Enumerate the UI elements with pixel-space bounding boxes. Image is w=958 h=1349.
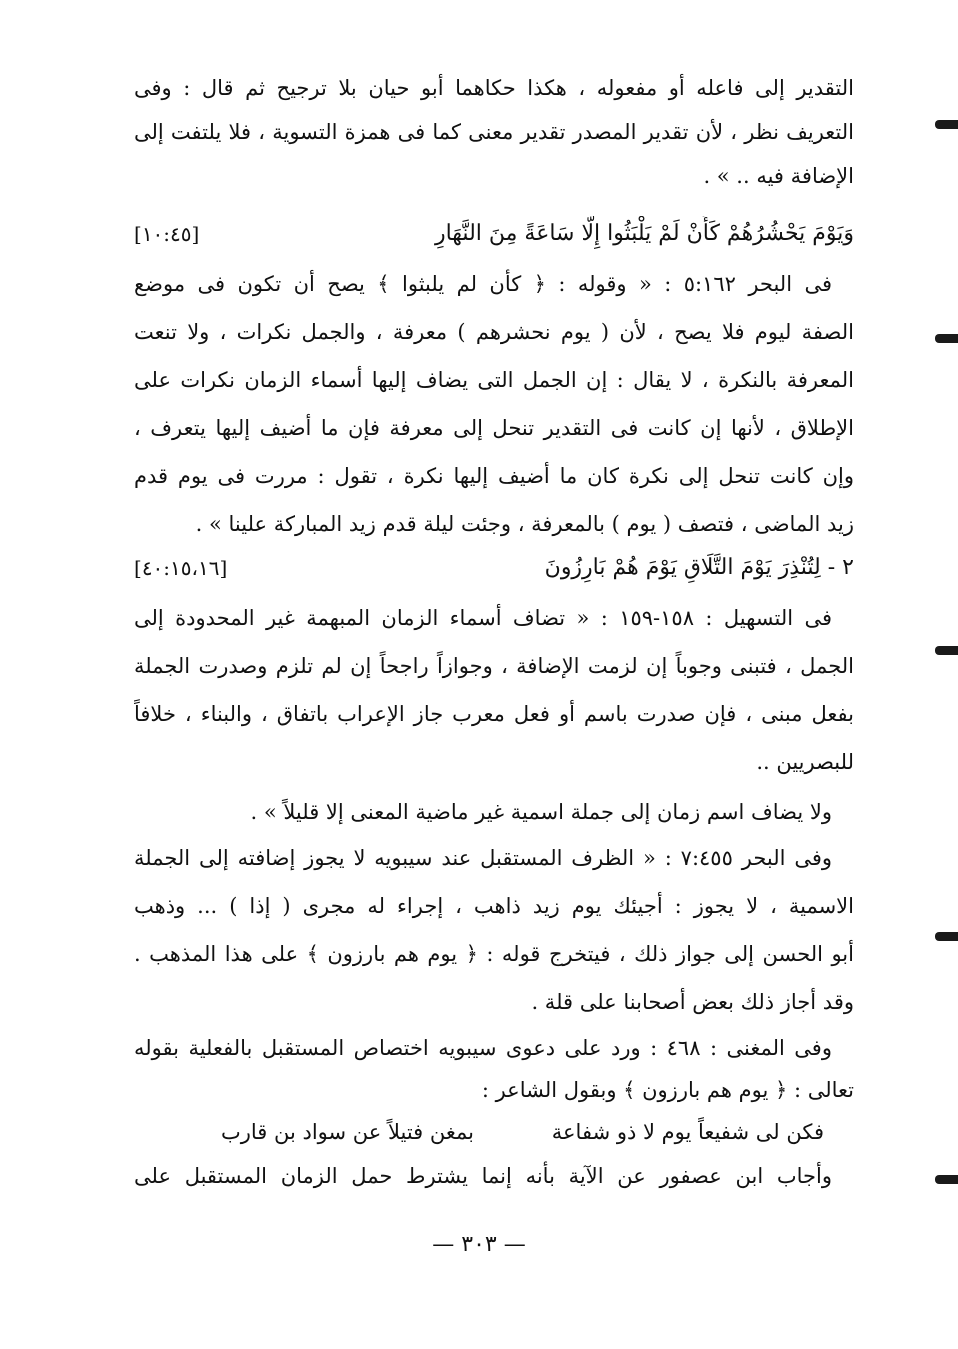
text-line: أبو الحسن إلى جواز ذلك ، فيتخرج قوله : ﴿ يوم هم بارزون ﴾ على هذا المذهب . (134, 942, 854, 966)
quran-verse: وَيَوْمَ يَحْشُرُهُمْ كَأَنْ لَمْ يَلْبَثُوا إِلَّا سَاعَةً مِنَ النَّهَارِ (434, 221, 854, 246)
poem-second-hemistich: بمغن فتيلاً عن سواد بن قارب (220, 1120, 474, 1144)
quran-verse-row (134, 216, 854, 256)
text-line: بفعل مبنى ، فإن صدرت باسم أو فعل معرب جاز الإعراب باتفاق ، والبناء ، خلافاً (134, 702, 854, 726)
text-line: الاسمية ، لا يجوز : أجيئك يوم زيد ذاهب ، إجراء له مجرى ( إذا ) ... وذهب (134, 894, 854, 918)
margin-mark (935, 932, 958, 941)
text-line: وفى المغنى : ٤٦٨ : ورد على دعوى سيبويه اختصاص المستقبل بالفعلية بقوله (134, 1036, 832, 1060)
text-line: وأجاب ابن عصفور عن الآية بأنه إنما يشترط حمل الزمان المستقبل على (134, 1164, 832, 1188)
margin-mark (935, 334, 958, 343)
margin-mark (935, 646, 958, 655)
text-line: ولا يضاف اسم زمان إلى جملة اسمية غير ماضية المعنى إلا قليلاً » . (250, 800, 832, 824)
poem-first-hemistich: فكن لى شفيعاً يوم لا ذو شفاعة (551, 1120, 824, 1144)
text-line: الإطلاق ، لأنها إن كانت فى التقدير تنحل إلى معرفة فإن ما أضيف إليها يتعرف ، (134, 416, 854, 440)
text-line: المعرفة بالنكرة ، لا يقال : إن الجمل التى يضاف إليها أسماء الزمان نكرات على (134, 368, 854, 392)
text-line: وقد أجاز ذلك بعض أصحابنا على قلة . (531, 990, 854, 1014)
text-line: التقدير إلى فاعله أو مفعوله ، هكذا حكاهما أبو حيان بلا ترجيح ثم قال : وفى (134, 76, 854, 100)
text-line: الجمل ، فتبنى وجوباً إن لزمت الإضافة ، وجوازاً راجحاً إن لم تلزم وصدرت الجملة (134, 654, 854, 678)
text-line: فى البحر ٥:١٦٢ : « وقوله : ﴿ كأن لم يلبثوا ﴾ يصح أن تكون فى موضع (134, 272, 832, 296)
margin-mark (935, 120, 958, 129)
verse-reference: [١٠:٤٥] (134, 222, 200, 246)
quran-verse: ٢ - لِتُنْذِرَ يَوْمَ التَّلَاقِ يَوْمَ هُمْ بَارِزُونَ (544, 555, 854, 580)
text-line: زيد الماضى ، فتصف ( يوم ) بالمعرفة ، وجئت ليلة قدم زيد المباركة علينا » . (195, 512, 854, 536)
margin-mark (935, 1175, 958, 1184)
text-line: التعريف نظر ، لأن تقدير المصدر تقدير معنى كما فى همزة التسوية ، فلا يلتفت إلى (134, 120, 854, 144)
text-line: تعالى : ﴿ يوم هم بارزون ﴾ وبقول الشاعر : (481, 1078, 854, 1102)
poem-verse (134, 1114, 854, 1154)
text-line: فى التسهيل : ١٥٨-١٥٩ : « تضاف أسماء الزمان المبهمة غير المحدودة إلى (134, 606, 832, 630)
text-line: وإن كانت تنحل إلى نكرة كان ما أضيف إليها نكرة ، تقول : مررت فى يوم قدم (134, 464, 854, 488)
verse-reference: [٤٠:١٥،١٦] (134, 556, 228, 580)
text-line: وفى البحر ٧:٤٥٥ : « الظرف المستقبل عند سيبويه لا يجوز إضافته إلى الجملة (134, 846, 833, 870)
text-line: للبصريين .. (756, 750, 854, 774)
page-number: — ٣٠٣ — (432, 1232, 526, 1257)
text-line: الصفة ليوم فلا يصح ، لأن ( يوم نحشرهم ) معرفة ، والجمل نكرات ، ولا تنعت (134, 320, 854, 344)
quran-verse-row (134, 550, 854, 590)
text-line: الإضافة فيه .. » . (703, 164, 854, 188)
